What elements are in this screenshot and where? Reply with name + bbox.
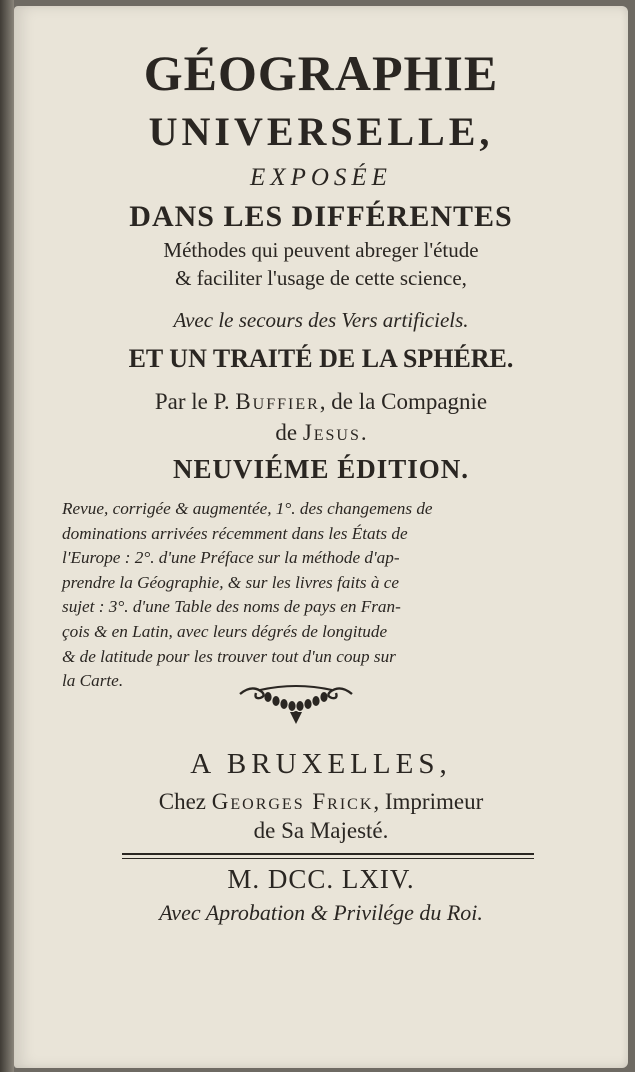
revue-line: dominations arrivées récemment dans les États de bbox=[62, 523, 408, 543]
printers-ornament-icon bbox=[236, 680, 356, 728]
year-line: M. DCC. LXIV. bbox=[227, 864, 415, 894]
revue-line: & de latitude pour les trouver tout d'un coup sur bbox=[62, 646, 396, 666]
author-name: Buffier bbox=[235, 389, 320, 414]
title-line-1: GÉOGRAPHIE bbox=[143, 45, 499, 101]
revue-line: Revue, corrigée & augmentée, 1°. des changemens de bbox=[62, 499, 433, 518]
printer-suffix: , Imprimeur bbox=[373, 789, 484, 814]
revue-line: prendre la Géographie, & sur les livres faits à ce bbox=[62, 572, 400, 592]
revue-line: çois & en Latin, avec leurs dégrés de longitude bbox=[62, 621, 388, 641]
printer-line bbox=[14, 789, 628, 815]
author-line bbox=[14, 389, 628, 415]
book-spine bbox=[0, 0, 14, 1072]
exposee-line: EXPOSÉE bbox=[250, 164, 392, 191]
title-line-2: UNIVERSELLE, bbox=[148, 109, 494, 154]
author-line2-prefix: de bbox=[275, 420, 298, 445]
secours-line: Avec le secours des Vers artificiels. bbox=[173, 308, 469, 332]
methodes-line-2: & faciliter l'usage de cette science, bbox=[175, 266, 467, 290]
author-prefix: Par le P. bbox=[154, 389, 230, 414]
methodes-line-1: Méthodes qui peuvent abreger l'étude bbox=[163, 238, 479, 262]
printer-prefix: Chez bbox=[158, 789, 207, 814]
author-suffix: , de la Compagnie bbox=[319, 389, 488, 414]
revue-line: la Carte. bbox=[62, 671, 124, 691]
author-line2-name: Jesus bbox=[302, 420, 361, 445]
printer-line-2: de Sa Majesté. bbox=[253, 818, 389, 843]
dans-les-line: DANS LES DIFFÉRENTES bbox=[129, 200, 513, 233]
revue-line: sujet : 3°. d'une Table des noms de pays en Fran- bbox=[62, 597, 401, 617]
traite-line: ET UN TRAITÉ DE LA SPHÉRE. bbox=[128, 344, 514, 373]
double-rule bbox=[122, 853, 534, 855]
privilege-line: Avec Aprobation & Privilége du Roi. bbox=[159, 900, 483, 925]
revue-paragraph bbox=[62, 497, 592, 694]
revue-line: l'Europe : 2°. d'une Préface sur la méthode d'ap- bbox=[62, 548, 400, 568]
double-rule-thin bbox=[122, 858, 534, 859]
author-line2-suffix: . bbox=[360, 420, 367, 445]
edition-line: NEUVIÉME ÉDITION. bbox=[172, 454, 470, 484]
title-page bbox=[14, 6, 628, 1068]
place-line: A BRUXELLES, bbox=[190, 748, 452, 780]
printer-name: Georges Frick bbox=[211, 789, 374, 814]
author-line-2 bbox=[14, 420, 628, 446]
